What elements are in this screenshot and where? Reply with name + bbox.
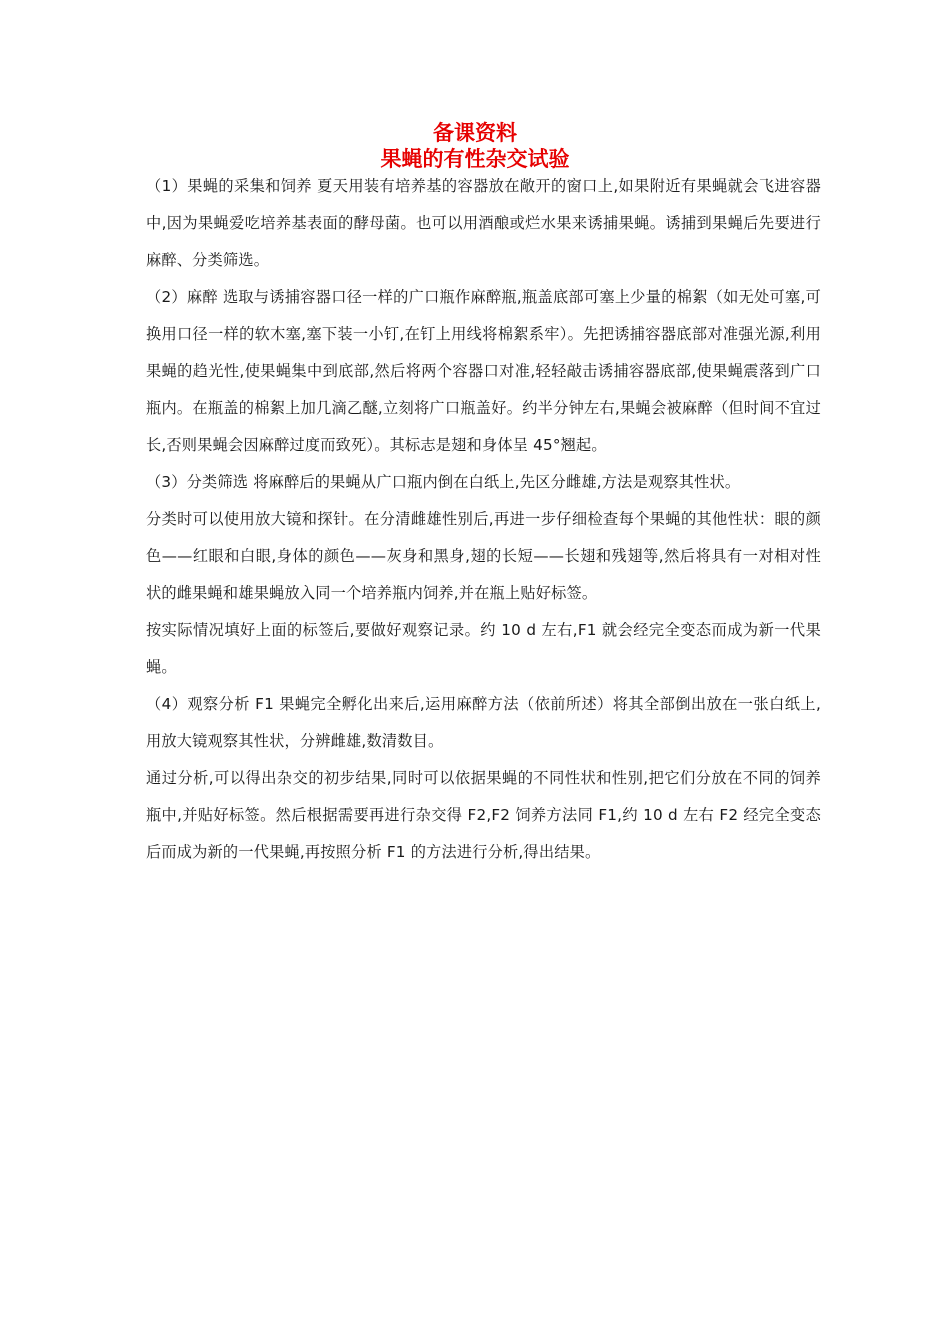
paragraph-1: （1）果蝇的采集和饲养 夏天用装有培养基的容器放在敞开的窗口上,如果附近有果蝇就会飞进容器中,因为果蝇爱吃培养基表面的酵母菌。也可以用酒酿或烂水果来诱捕果蝇。诱捕到果蝇后先要进行麻醉、分类筛选。: [146, 177, 821, 269]
document-subtitle: 果蝇的有性杂交试验: [380, 147, 570, 171]
paragraph-2: （2）麻醉 选取与诱捕容器口径一样的广口瓶作麻醉瓶,瓶盖底部可塞上少量的棉絮（如无处可塞,可换用口径一样的软木塞,塞下装一小钉,在钉上用线将棉絮系牢）。先把诱捕容器底部对准强光源,利用果蝇的趋光性,使果蝇集中到底部,然后将两个容器口对准,轻轻敲击诱捕容器底部,使果蝇震落到广口瓶内。在瓶盖的棉絮上加几滴乙醚,立刻将广口瓶盖好。约半分钟左右,果蝇会被麻醉（但时间不宜过长,否则果蝇会因麻醉过度而致死）。其标志是翅和身体呈 45°翘起。: [146, 288, 821, 454]
document-body: [146, 168, 821, 871]
paragraph-6: （4）观察分析 F1 果蝇完全孵化出来后,运用麻醉方法（依前所述）将其全部倒出放在一张白纸上,用放大镜观察其性状，分辨雌雄,数清数目。: [146, 695, 821, 750]
paragraph-7: 通过分析,可以得出杂交的初步结果,同时可以依据果蝇的不同性状和性别,把它们分放在不同的饲养瓶中,并贴好标签。然后根据需要再进行杂交得 F2,F2 饲养方法同 F1,约 10 d 左右 F2 经完全变态后而成为新的一代果蝇,再按照分析 F1 的方法进行分析,得出结果。: [146, 769, 821, 861]
document-title: 备课资料: [433, 121, 517, 145]
paragraph-3: （3）分类筛选 将麻醉后的果蝇从广口瓶内倒在白纸上,先区分雌雄,方法是观察其性状。: [146, 473, 741, 491]
paragraph-5: 按实际情况填好上面的标签后,要做好观察记录。约 10 d 左右,F1 就会经完全变态而成为新一代果蝇。: [146, 621, 821, 676]
title-block: [0, 120, 950, 172]
paragraph-4: 分类时可以使用放大镜和探针。在分清雌雄性别后,再进一步仔细检查每个果蝇的其他性状：眼的颜色——红眼和白眼,身体的颜色——灰身和黑身,翅的长短——长翅和残翅等,然后将具有一对相对性状的雌果蝇和雄果蝇放入同一个培养瓶内饲养,并在瓶上贴好标签。: [146, 510, 821, 602]
